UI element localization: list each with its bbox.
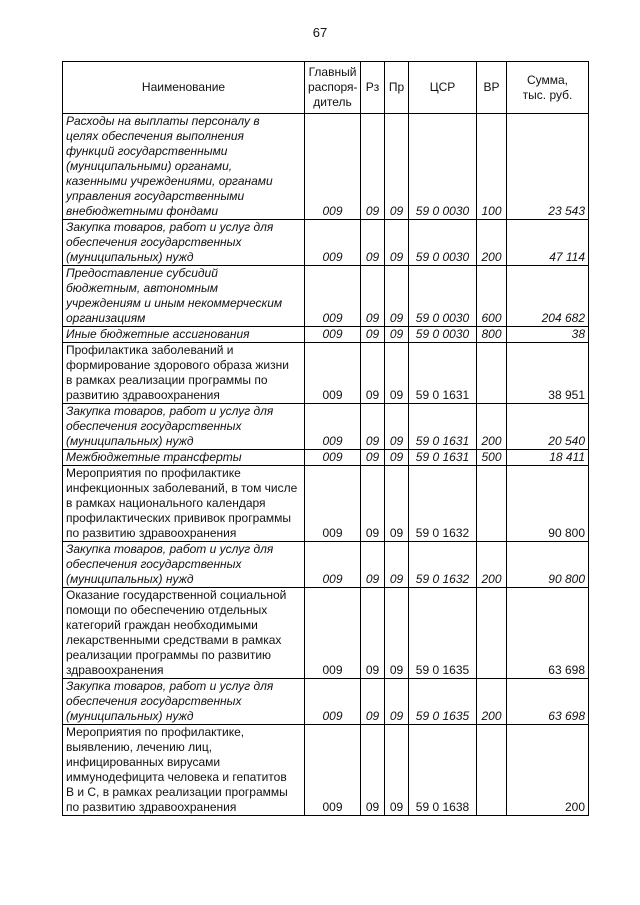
row-name-line: помощи по обеспечению отдельных xyxy=(66,603,268,617)
row-name xyxy=(63,679,305,725)
row-csr: 59 0 0030 xyxy=(409,220,477,266)
row-csr: 59 0 1631 xyxy=(409,450,477,466)
row-name-line: по развитию здравоохранения xyxy=(66,526,237,540)
row-vr: 200 xyxy=(477,220,507,266)
row-name-line: Профилактика заболеваний и xyxy=(66,343,234,357)
row-vr: 800 xyxy=(477,327,507,343)
header-admin-line: дитель xyxy=(313,95,352,109)
row-admin: 009 xyxy=(305,450,361,466)
row-name-line: обеспечения государственных xyxy=(66,419,242,433)
row-name-line: профилактических прививок программы xyxy=(66,511,292,525)
row-name xyxy=(63,220,305,266)
row-name-line: Закупка товаров, работ и услуг для xyxy=(66,679,274,693)
row-admin: 009 xyxy=(305,542,361,588)
row-name-line: обеспечения государственных xyxy=(66,557,242,571)
row-pr: 09 xyxy=(385,343,409,404)
table-row xyxy=(63,450,589,466)
row-name xyxy=(63,404,305,450)
row-rz: 09 xyxy=(361,450,385,466)
row-name-line: целях обеспечения выполнения xyxy=(66,129,244,143)
row-sum: 204 682 xyxy=(507,266,589,327)
row-vr: 200 xyxy=(477,542,507,588)
row-pr: 09 xyxy=(385,450,409,466)
row-name-line: выявлению, лечению лиц, xyxy=(66,740,213,754)
row-name-line: внебюджетными фондами xyxy=(66,204,219,218)
table-row xyxy=(63,343,589,404)
row-name-line: Закупка товаров, работ и услуг для xyxy=(66,220,274,234)
header-admin xyxy=(305,62,361,114)
row-name-line: бюджетным, автономным xyxy=(66,281,219,295)
row-rz: 09 xyxy=(361,588,385,679)
row-name-line: функций государственными xyxy=(66,144,228,158)
row-admin: 009 xyxy=(305,679,361,725)
row-admin: 009 xyxy=(305,725,361,816)
header-pr: Пр xyxy=(385,62,409,114)
row-rz: 09 xyxy=(361,725,385,816)
row-name-line: Расходы на выплаты персоналу в xyxy=(66,114,260,128)
row-name-line: в рамках реализации программы по xyxy=(66,373,268,387)
row-admin: 009 xyxy=(305,588,361,679)
row-name-line: инфекционных заболеваний, в том числе xyxy=(66,481,298,495)
row-csr: 59 0 1638 xyxy=(409,725,477,816)
row-name-line: формирование здорового образа жизни xyxy=(66,358,289,372)
row-name-line: (муниципальных) нужд xyxy=(66,434,194,448)
row-name-line: Закупка товаров, работ и услуг для xyxy=(66,542,274,556)
row-admin: 009 xyxy=(305,266,361,327)
row-pr: 09 xyxy=(385,542,409,588)
row-name-line: Закупка товаров, работ и услуг для xyxy=(66,404,274,418)
header-admin-line: распоря- xyxy=(308,80,358,94)
row-pr: 09 xyxy=(385,588,409,679)
row-name-line: по развитию здравоохранения xyxy=(66,800,237,814)
row-name-line: В и С, в рамках реализации программы xyxy=(66,785,288,799)
row-name-line: Мероприятия по профилактике xyxy=(66,466,241,480)
row-name xyxy=(63,588,305,679)
row-sum: 200 xyxy=(507,725,589,816)
row-name-line: реализации программы по развитию xyxy=(66,648,272,662)
row-sum: 20 540 xyxy=(507,404,589,450)
row-sum: 47 114 xyxy=(507,220,589,266)
row-rz: 09 xyxy=(361,466,385,542)
row-rz: 09 xyxy=(361,266,385,327)
row-pr: 09 xyxy=(385,404,409,450)
row-admin: 009 xyxy=(305,404,361,450)
header-name: Наименование xyxy=(63,62,305,114)
table-row xyxy=(63,114,589,220)
table-row xyxy=(63,466,589,542)
row-pr: 09 xyxy=(385,114,409,220)
row-rz: 09 xyxy=(361,114,385,220)
row-name xyxy=(63,114,305,220)
row-name-line: Оказание государственной социальной xyxy=(66,588,287,602)
row-name xyxy=(63,542,305,588)
row-name-line: категорий граждан необходимыми xyxy=(66,618,258,632)
row-rz: 09 xyxy=(361,343,385,404)
row-csr: 59 0 0030 xyxy=(409,114,477,220)
row-pr: 09 xyxy=(385,220,409,266)
row-vr: 100 xyxy=(477,114,507,220)
row-vr xyxy=(477,466,507,542)
header-rz: Рз xyxy=(361,62,385,114)
row-vr xyxy=(477,343,507,404)
row-admin: 009 xyxy=(305,343,361,404)
row-rz: 09 xyxy=(361,679,385,725)
row-pr: 09 xyxy=(385,327,409,343)
row-csr: 59 0 1635 xyxy=(409,679,477,725)
row-name xyxy=(63,725,305,816)
row-pr: 09 xyxy=(385,266,409,327)
row-sum: 90 800 xyxy=(507,466,589,542)
row-name-line: Мероприятия по профилактике, xyxy=(66,725,245,739)
row-name-line: (муниципальных) нужд xyxy=(66,250,194,264)
header-sum xyxy=(507,62,589,114)
row-name-line: казенными учреждениями, органами xyxy=(66,174,273,188)
row-csr: 59 0 0030 xyxy=(409,266,477,327)
table-row xyxy=(63,542,589,588)
row-sum: 18 411 xyxy=(507,450,589,466)
row-pr: 09 xyxy=(385,466,409,542)
row-pr: 09 xyxy=(385,679,409,725)
table-row xyxy=(63,404,589,450)
row-csr: 59 0 1635 xyxy=(409,588,477,679)
row-csr: 59 0 1632 xyxy=(409,466,477,542)
row-name-line: обеспечения государственных xyxy=(66,235,242,249)
row-name-line: здравоохранения xyxy=(66,663,164,677)
row-sum: 90 800 xyxy=(507,542,589,588)
row-sum: 38 951 xyxy=(507,343,589,404)
row-name xyxy=(63,450,305,466)
row-name-line: организациям xyxy=(66,311,146,325)
row-rz: 09 xyxy=(361,542,385,588)
row-vr xyxy=(477,725,507,816)
row-name-line: развитию здравоохранения xyxy=(66,388,220,402)
row-name-line: Межбюджетные трансферты xyxy=(66,450,242,464)
table-row xyxy=(63,266,589,327)
row-name-line: (муниципальных) нужд xyxy=(66,572,194,586)
row-name-line: обеспечения государственных xyxy=(66,694,242,708)
row-name xyxy=(63,266,305,327)
row-name-line: (муниципальными) органами, xyxy=(66,159,233,173)
row-name xyxy=(63,343,305,404)
header-sum-line: Сумма, xyxy=(526,72,569,87)
row-name-line: в рамках национального календаря xyxy=(66,496,266,510)
row-csr: 59 0 1632 xyxy=(409,542,477,588)
row-name-line: управления государственными xyxy=(66,189,245,203)
header-sum-line: тыс. руб. xyxy=(522,87,573,102)
row-sum: 38 xyxy=(507,327,589,343)
row-sum: 63 698 xyxy=(507,588,589,679)
row-vr: 200 xyxy=(477,679,507,725)
row-admin: 009 xyxy=(305,466,361,542)
row-sum: 63 698 xyxy=(507,679,589,725)
row-name-line: инфицированных вирусами xyxy=(66,755,221,769)
header-vr: ВР xyxy=(477,62,507,114)
row-csr: 59 0 0030 xyxy=(409,327,477,343)
row-admin: 009 xyxy=(305,220,361,266)
table-row xyxy=(63,679,589,725)
row-vr xyxy=(477,588,507,679)
row-name-line: (муниципальных) нужд xyxy=(66,709,194,723)
table-body xyxy=(63,114,589,816)
table-row xyxy=(63,588,589,679)
row-csr: 59 0 1631 xyxy=(409,343,477,404)
row-csr: 59 0 1631 xyxy=(409,404,477,450)
row-rz: 09 xyxy=(361,220,385,266)
row-pr: 09 xyxy=(385,725,409,816)
row-name-line: иммунодефицита человека и гепатитов xyxy=(66,770,287,784)
row-vr: 600 xyxy=(477,266,507,327)
row-rz: 09 xyxy=(361,404,385,450)
header-csr: ЦСР xyxy=(409,62,477,114)
row-name-line: Иные бюджетные ассигнования xyxy=(66,327,250,341)
row-name-line: Предоставление субсидий xyxy=(66,266,218,280)
row-name xyxy=(63,466,305,542)
row-vr: 500 xyxy=(477,450,507,466)
row-name-line: лекарственными средствами в рамках xyxy=(66,633,282,647)
row-name xyxy=(63,327,305,343)
page-number: 67 xyxy=(312,25,328,40)
budget-table xyxy=(62,61,589,816)
row-admin: 009 xyxy=(305,114,361,220)
header-row xyxy=(63,62,589,114)
row-vr: 200 xyxy=(477,404,507,450)
header-admin-line: Главный xyxy=(308,65,357,79)
row-admin: 009 xyxy=(305,327,361,343)
row-name-line: учреждениям и иным некоммерческим xyxy=(66,296,283,310)
table-row xyxy=(63,220,589,266)
table-row xyxy=(63,725,589,816)
row-rz: 09 xyxy=(361,327,385,343)
row-sum: 23 543 xyxy=(507,114,589,220)
table-row xyxy=(63,327,589,343)
